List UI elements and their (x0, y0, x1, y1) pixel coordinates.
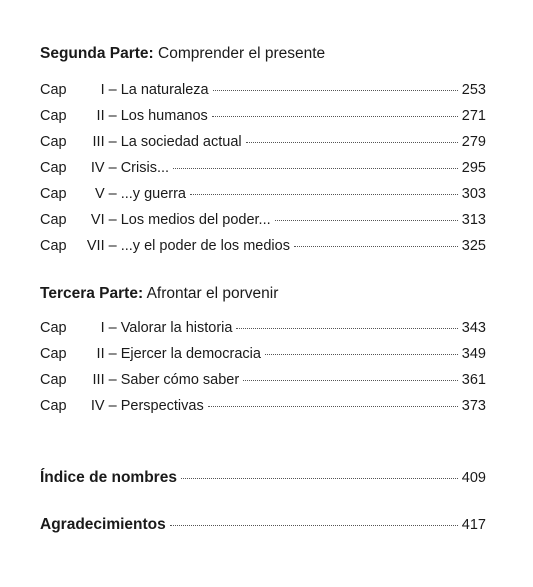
chapter-number: II (96, 108, 105, 124)
chapter-title: – ...y guerra (108, 186, 186, 202)
back-matter-title: Agradecimientos (40, 516, 166, 533)
chapter-title: – La naturaleza (108, 82, 209, 98)
page-number: 417 (461, 517, 486, 533)
chapter-number: II (96, 346, 105, 362)
toc-entry[interactable] (40, 134, 486, 154)
part-label: Tercera Parte: (40, 285, 144, 302)
chapter-title: – Valorar la historia (108, 320, 233, 336)
cap-label: Cap (40, 320, 67, 336)
page-number: 253 (461, 82, 486, 98)
page-number: 361 (461, 372, 486, 388)
page-number: 279 (461, 134, 486, 150)
chapter-number: VI (90, 212, 105, 228)
toc-entry[interactable] (40, 320, 486, 340)
cap-label: Cap (40, 82, 67, 98)
toc-entry[interactable] (40, 186, 486, 206)
page-number: 303 (461, 186, 486, 202)
cap-label: Cap (40, 134, 67, 150)
part-heading-tercera (40, 285, 278, 303)
page-number: 313 (461, 212, 486, 228)
chapter-title: – Los medios del poder... (108, 212, 271, 228)
dot-leader (173, 168, 458, 169)
toc-entry[interactable] (40, 238, 486, 258)
cap-label: Cap (40, 398, 67, 414)
cap-label: Cap (40, 372, 67, 388)
dot-leader (294, 246, 458, 247)
toc-entry-acknowledgements[interactable] (40, 516, 486, 534)
cap-label: Cap (40, 346, 67, 362)
page-number: 343 (461, 320, 486, 336)
page-number: 325 (461, 238, 486, 254)
cap-label: Cap (40, 186, 67, 202)
chapter-number: IV (90, 398, 105, 414)
toc-entry[interactable] (40, 160, 486, 180)
toc-entry[interactable] (40, 82, 486, 102)
cap-label: Cap (40, 238, 67, 254)
chapter-title: – La sociedad actual (108, 134, 242, 150)
back-matter-title: Índice de nombres (40, 469, 177, 486)
chapter-number: I (100, 82, 105, 98)
chapter-title: – Saber cómo saber (108, 372, 240, 388)
chapter-number: VII (86, 238, 105, 254)
chapter-number: I (100, 320, 105, 336)
dot-leader (213, 90, 458, 91)
dot-leader (208, 406, 458, 407)
chapter-title: – Ejercer la democracia (108, 346, 261, 362)
toc-entry[interactable] (40, 212, 486, 232)
chapter-number: V (94, 186, 105, 202)
dot-leader (265, 354, 458, 355)
page-number: 349 (461, 346, 486, 362)
cap-label: Cap (40, 160, 67, 176)
part-label: Segunda Parte: (40, 45, 154, 62)
dot-leader (275, 220, 458, 221)
page-number: 295 (461, 160, 486, 176)
page-number: 409 (461, 470, 486, 486)
dot-leader (243, 380, 458, 381)
dot-leader (212, 116, 458, 117)
cap-label: Cap (40, 108, 67, 124)
chapter-title: – ...y el poder de los medios (108, 238, 290, 254)
chapter-title: – Crisis... (108, 160, 170, 176)
dot-leader (190, 194, 458, 195)
toc-entry[interactable] (40, 398, 486, 418)
toc-entry[interactable] (40, 346, 486, 366)
chapter-number: III (92, 134, 105, 150)
chapter-title: – Los humanos (108, 108, 208, 124)
dot-leader (236, 328, 457, 329)
toc-entry[interactable] (40, 108, 486, 128)
page-number: 271 (461, 108, 486, 124)
chapter-title: – Perspectivas (108, 398, 204, 414)
dot-leader (181, 478, 458, 479)
part-subtitle: Comprender el presente (158, 45, 326, 62)
cap-label: Cap (40, 212, 67, 228)
chapter-number: IV (90, 160, 105, 176)
toc-entry-index[interactable] (40, 469, 486, 487)
dot-leader (246, 142, 458, 143)
chapter-number: III (92, 372, 105, 388)
part-heading-segunda (40, 45, 325, 63)
toc-entry[interactable] (40, 372, 486, 392)
page-number: 373 (461, 398, 486, 414)
dot-leader (170, 525, 458, 526)
part-subtitle: Afrontar el porvenir (146, 285, 279, 302)
